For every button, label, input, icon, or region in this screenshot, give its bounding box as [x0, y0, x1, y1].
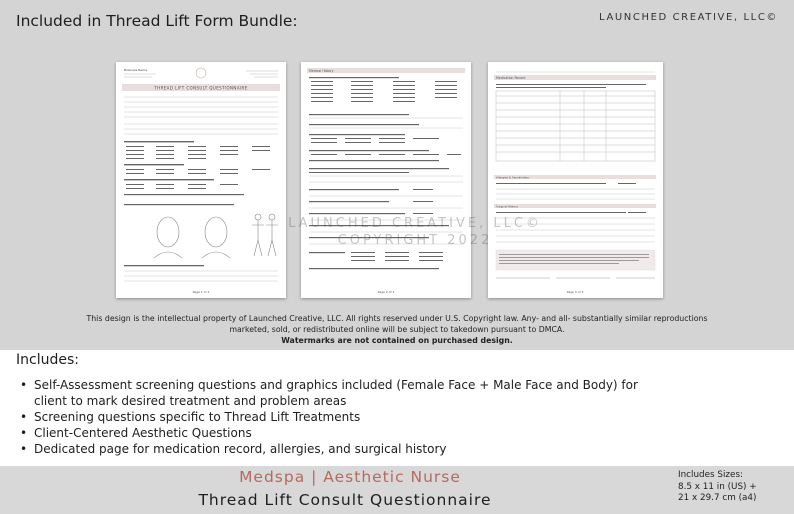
page-3-section-title: Medication Record: [496, 76, 526, 80]
form-page-2-preview: [301, 62, 471, 298]
form-title: THREAD LIFT CONSULT QUESTIONNAIRE: [154, 85, 248, 91]
form-page-1-graphic: [116, 62, 286, 298]
page-2-section-title: Medical History: [309, 69, 334, 73]
list-item-continuation: client to mark desired treatment and problem areas: [34, 394, 347, 408]
face-diagram-icon: [154, 217, 230, 258]
notice-line-1: This design is the intellectual property of Launched Creative, LLC. All rights reserved under U.S. Copyright law. Any- and all- substantially similar reproductions: [86, 314, 708, 323]
copyright-notice: [10, 313, 784, 346]
notice-line-2: marketed, sold, or redistributed online will be subject to takedown pursuant to DMCA.: [229, 325, 565, 334]
form-page-3-preview: [488, 62, 663, 298]
business-name-label: Business Name: [124, 68, 148, 72]
page-3-footer: Page 3 of 3: [566, 290, 584, 294]
page-2-footer: Page 2 of 3: [377, 290, 395, 294]
sizes-label: Includes Sizes:: [678, 470, 744, 480]
list-item: • Client-Centered Aesthetic Questions: [20, 425, 780, 441]
body-diagram-icon: [252, 214, 278, 256]
bundle-heading: Included in Thread Lift Form Bundle:: [16, 12, 298, 30]
sizes-info: [678, 470, 790, 505]
product-title: Thread Lift Consult Questionnaire: [198, 491, 492, 509]
brand-name: LAUNCHED CREATIVE, LLC©: [599, 12, 778, 23]
allergies-section-title: Allergies & Sensitivities: [496, 175, 529, 180]
includes-title: Includes:: [16, 352, 79, 368]
size-us: 8.5 x 11 in (US) +: [678, 481, 757, 492]
list-item: • Screening questions specific to Thread Lift Treatments: [20, 409, 780, 425]
watermark-line-2: COPYRIGHT 2022: [337, 233, 493, 248]
medication-table: [496, 91, 655, 161]
surgical-section-title: Surgical History: [496, 204, 519, 209]
watermark-line-1: LAUNCHED CREATIVE, LLC©: [288, 216, 542, 231]
list-item: • Dedicated page for medication record, allergies, and surgical history: [20, 441, 780, 457]
form-page-3-graphic: [488, 62, 663, 298]
list-item: • Self-Assessment screening questions and graphics included (Female Face + Male Face and Body) for: [20, 377, 780, 393]
form-page-2-graphic: [301, 62, 471, 298]
form-page-1-preview: [116, 62, 286, 298]
includes-list: [20, 377, 780, 457]
notice-line-3: Watermarks are not contained on purchased design.: [281, 336, 513, 345]
page-1-footer: Page 1 of 3: [192, 290, 210, 294]
size-a4: 21 x 29.7 cm (a4): [678, 493, 757, 503]
logo-mark-icon: [196, 68, 206, 78]
product-subtitle: Medspa | Aesthetic Nurse: [239, 468, 461, 486]
